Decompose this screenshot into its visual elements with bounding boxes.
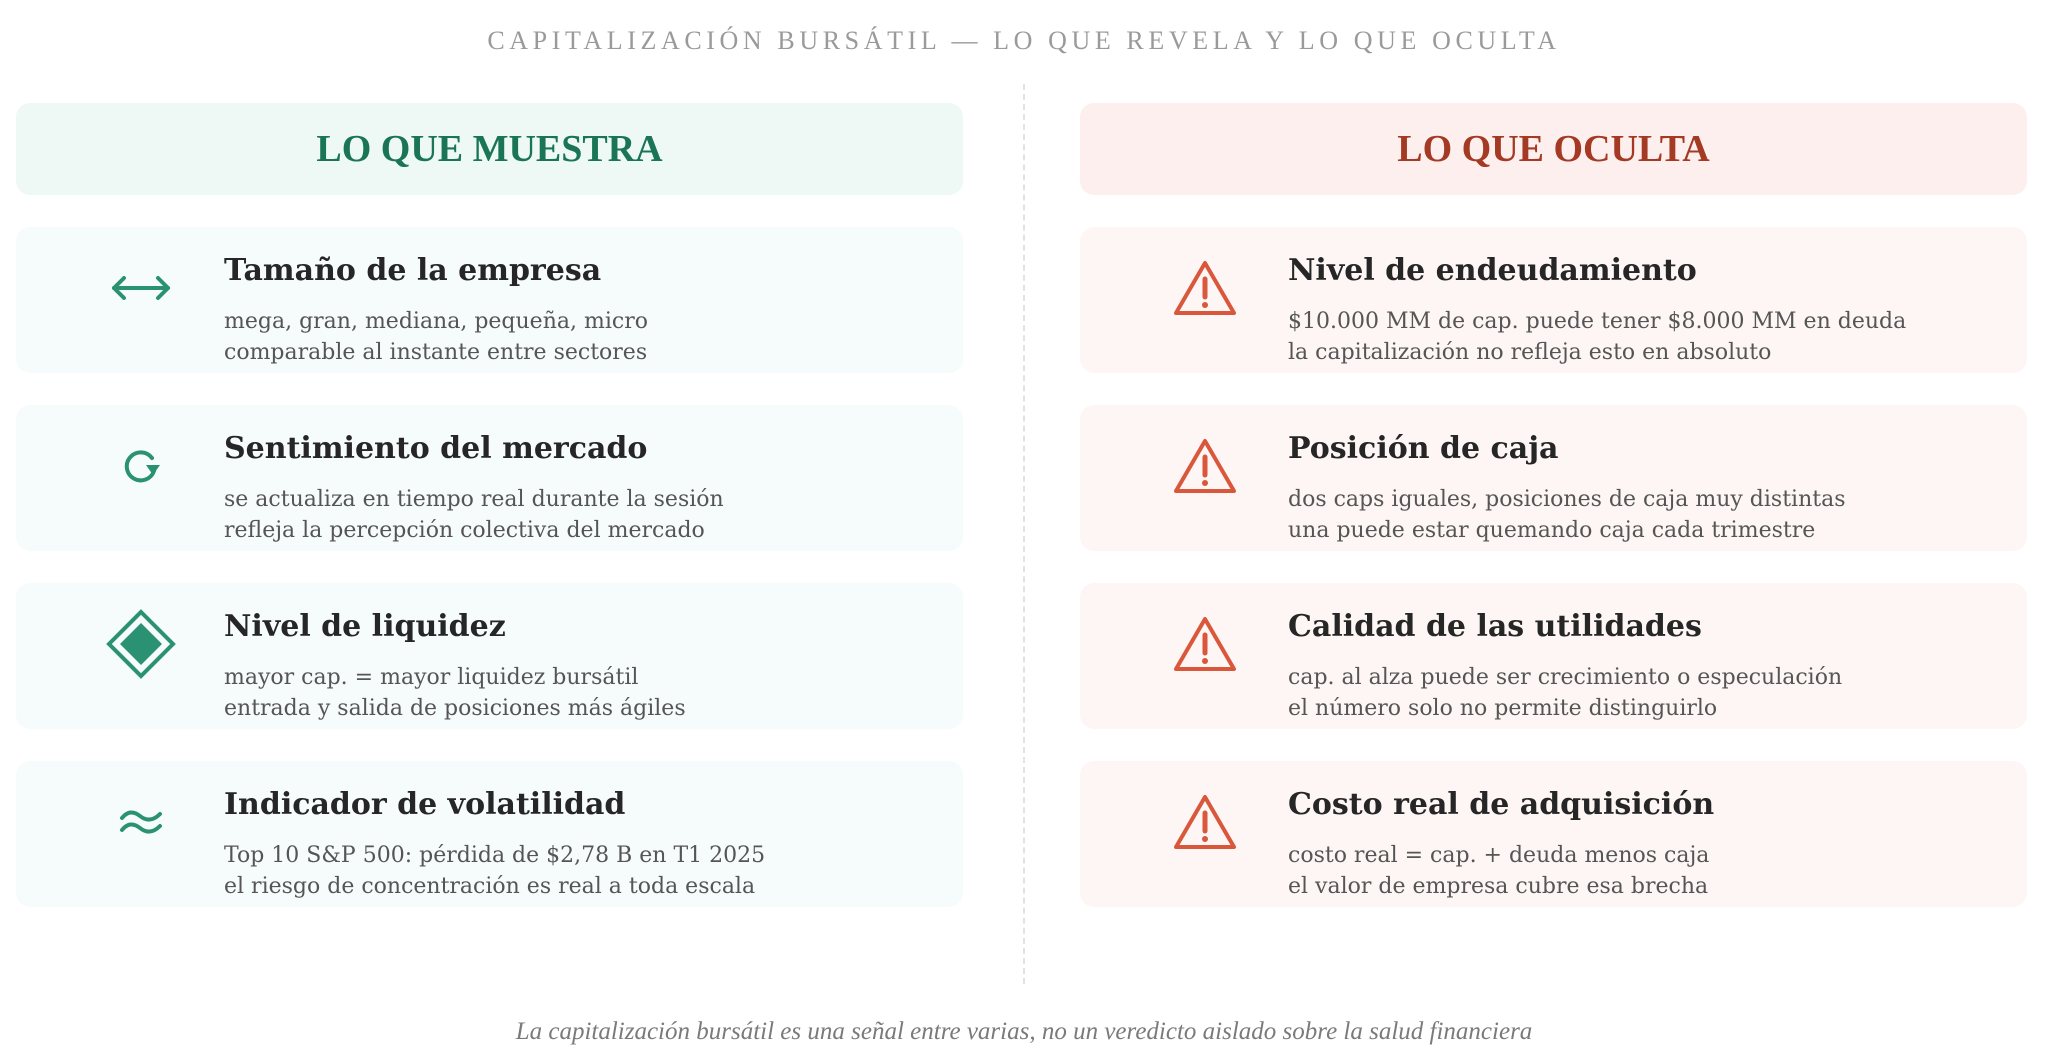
card-debt-level — [1080, 227, 2027, 373]
card-cash-position — [1080, 405, 2027, 551]
card-title: Indicador de volatilidad — [224, 787, 626, 822]
footer-note: La capitalización bursátil es una señal entre varias, no un veredicto aislado sobre la salud financiera — [515, 1018, 1533, 1045]
card-description: costo real = cap. + deuda menos caja — [1288, 843, 1710, 868]
card-description: cap. al alza puede ser crecimiento o especulación — [1288, 665, 1843, 690]
card-description: entrada y salida de posiciones más ágiles — [224, 696, 686, 721]
card-acquisition-cost — [1080, 761, 2027, 907]
card-description: se actualiza en tiempo real durante la sesión — [224, 487, 724, 512]
column-header-shows: LO QUE MUESTRA — [16, 103, 963, 195]
card-earnings-quality — [1080, 583, 2027, 729]
card-description: mega, gran, mediana, pequeña, micro — [224, 309, 648, 334]
card-description: una puede estar quemando caja cada trimestre — [1288, 518, 1816, 543]
warning-icon — [1170, 787, 1240, 857]
diamond-icon — [106, 609, 176, 679]
card-title: Calidad de las utilidades — [1288, 609, 1702, 644]
card-description: la capitalización no refleja esto en absoluto — [1288, 340, 1772, 365]
card-description: dos caps iguales, posiciones de caja muy distintas — [1288, 487, 1846, 512]
warning-icon — [1170, 609, 1240, 679]
card-title: Costo real de adquisición — [1288, 787, 1715, 822]
card-description: comparable al instante entre sectores — [224, 340, 648, 365]
card-liquidity — [16, 583, 963, 729]
card-description: Top 10 S&P 500: pérdida de $2,78 B en T1 2025 — [224, 843, 766, 868]
double-arrow-icon — [106, 253, 176, 323]
column-header-hides: LO QUE OCULTA — [1080, 103, 2027, 195]
card-description: mayor cap. = mayor liquidez bursátil — [224, 665, 639, 690]
warning-icon — [1170, 253, 1240, 323]
approx-icon — [106, 787, 176, 857]
card-title: Posición de caja — [1288, 431, 1559, 466]
card-description: el valor de empresa cubre esa brecha — [1288, 874, 1709, 899]
card-title: Tamaño de la empresa — [224, 253, 602, 288]
card-title: Nivel de liquidez — [224, 609, 506, 644]
card-title: Nivel de endeudamiento — [1288, 253, 1697, 288]
warning-icon — [1170, 431, 1240, 501]
column-hides — [1080, 103, 2027, 907]
card-company-size — [16, 227, 963, 373]
card-title: Sentimiento del mercado — [224, 431, 648, 466]
card-description: el número solo no permite distinguirlo — [1288, 696, 1718, 721]
column-shows — [16, 103, 963, 907]
card-market-sentiment — [16, 405, 963, 551]
card-description: $10.000 MM de cap. puede tener $8.000 MM en deuda — [1288, 309, 1907, 334]
card-description: refleja la percepción colectiva del mercado — [224, 518, 705, 543]
card-description: el riesgo de concentración es real a toda escala — [224, 874, 756, 899]
refresh-icon — [106, 431, 176, 501]
card-volatility — [16, 761, 963, 907]
page-title: CAPITALIZACIÓN BURSÁTIL — LO QUE REVELA Y LO QUE OCULTA — [487, 26, 1561, 55]
column-divider — [1023, 84, 1025, 984]
